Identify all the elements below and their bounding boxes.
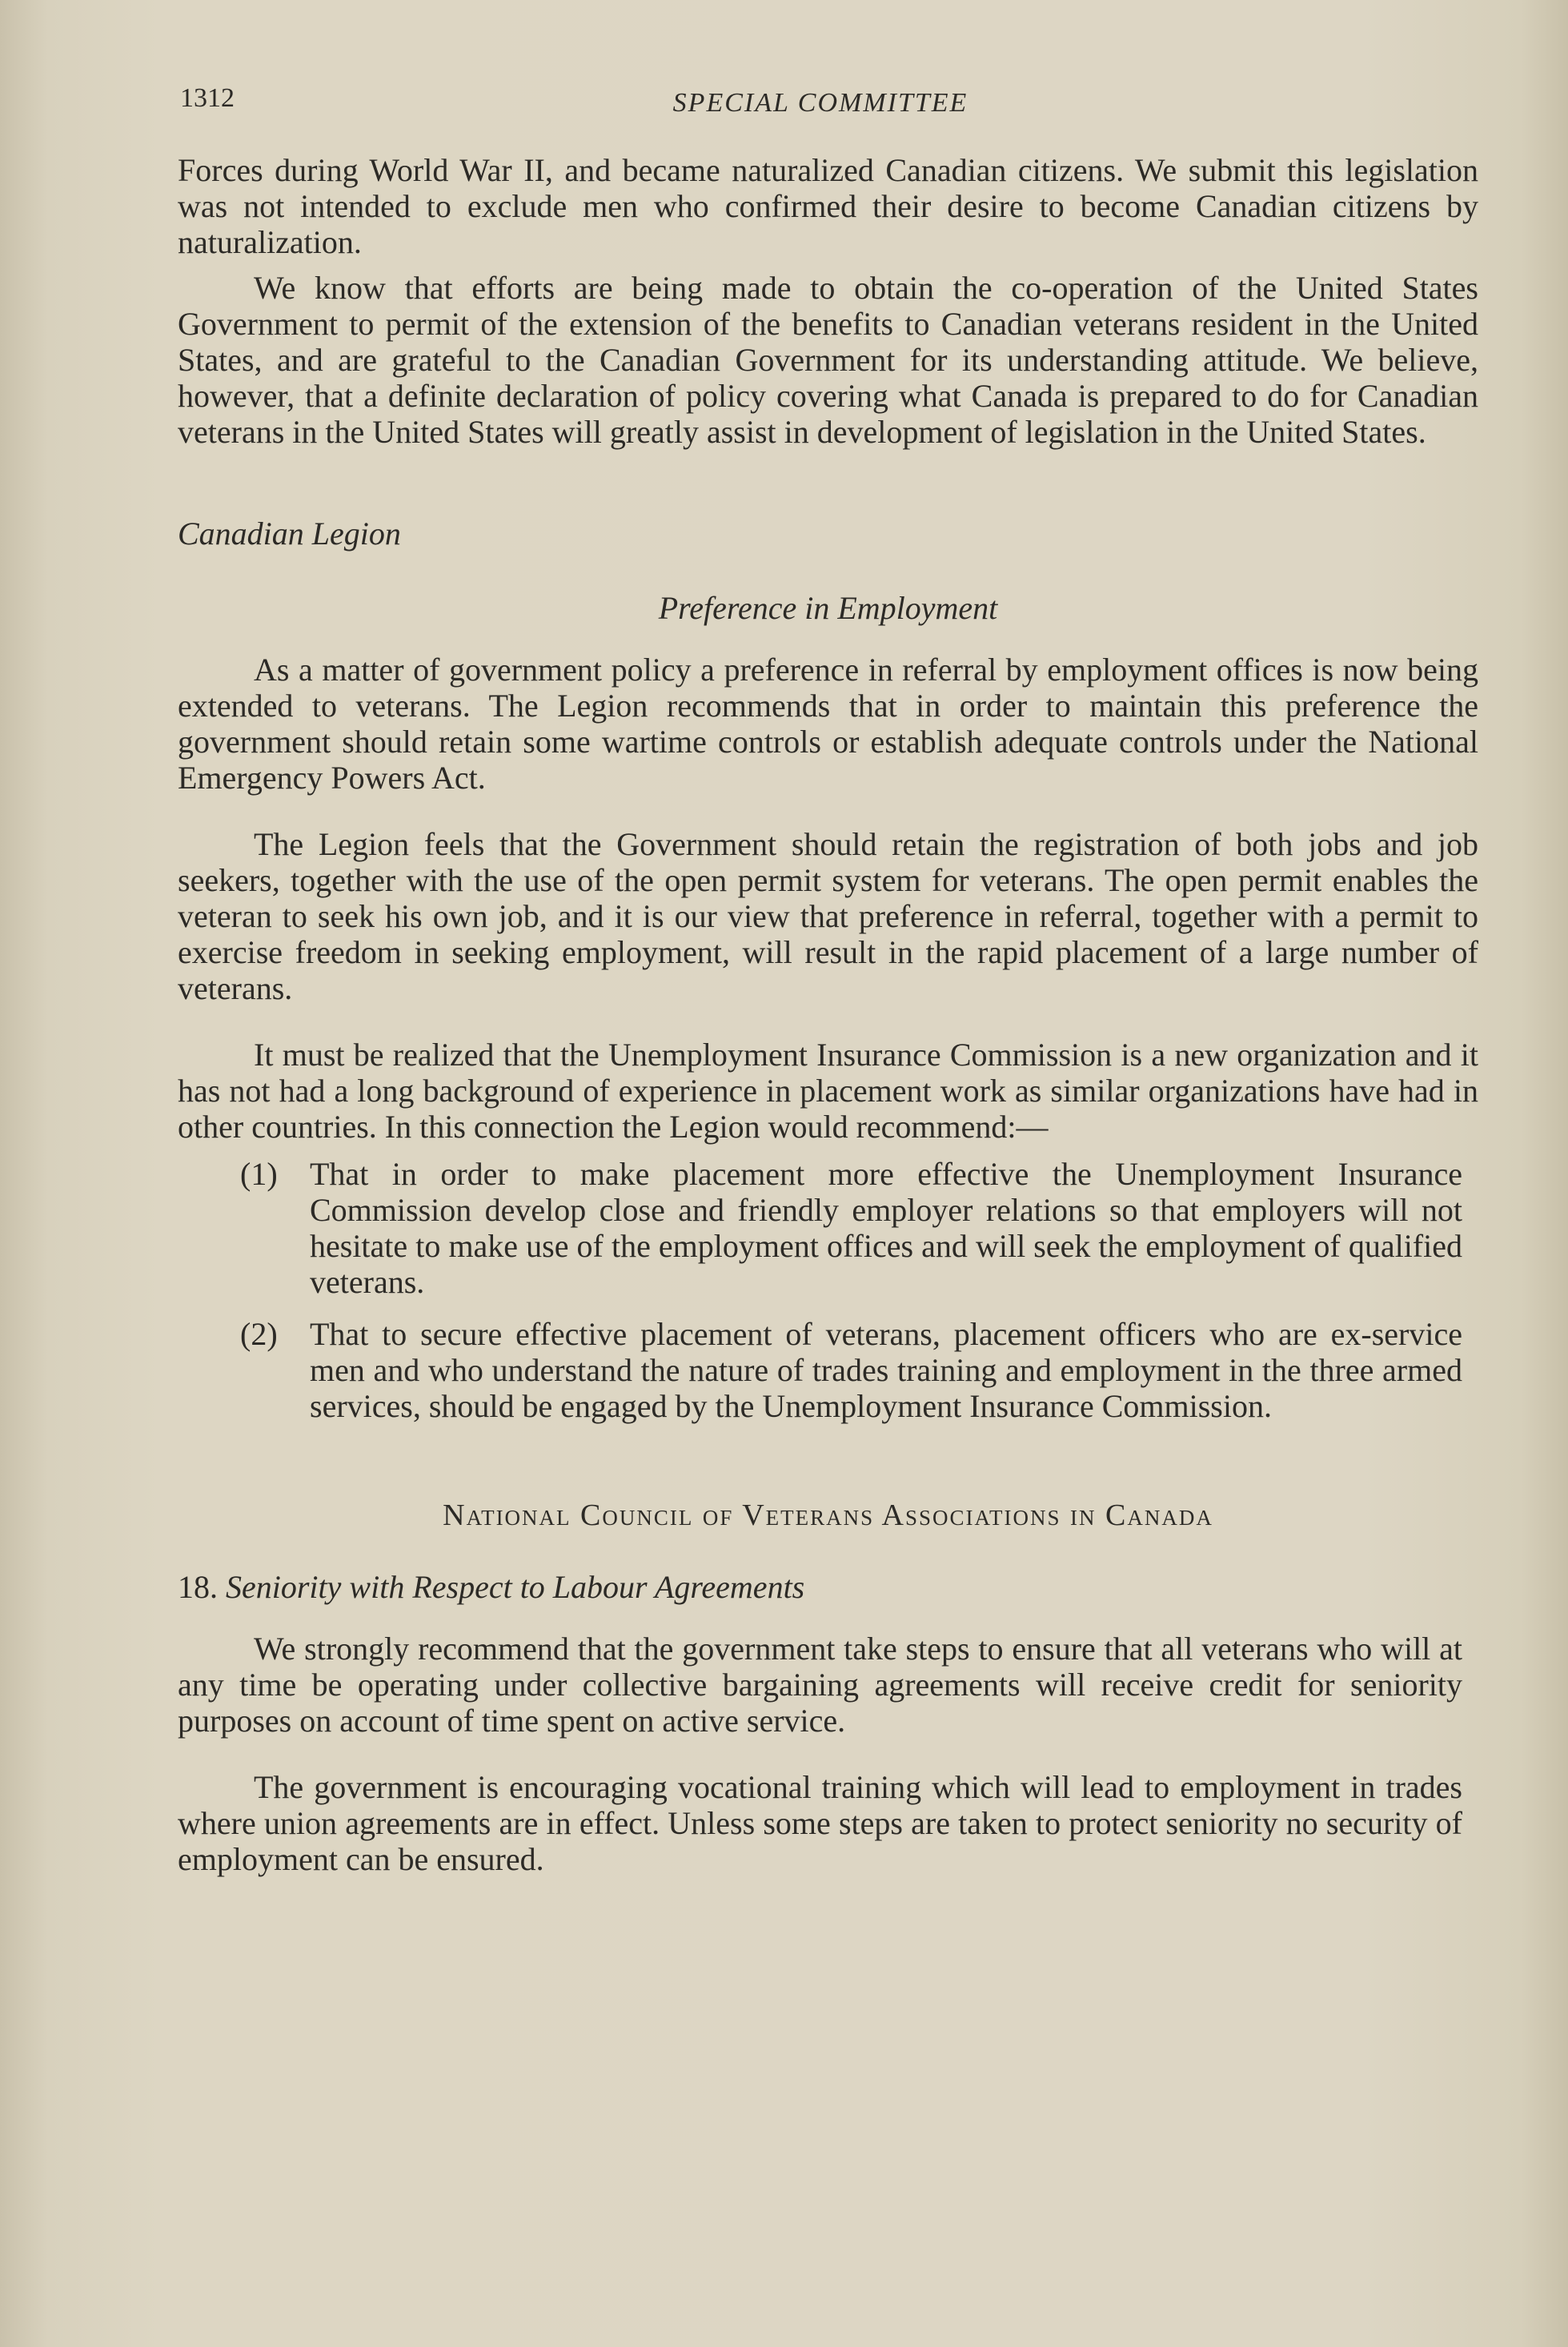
paragraph-5: It must be realized that the Unemployment Insurance Commission is a new organization and it has not had a long background of experience in placement work as similar organizations have had in other countries. In this connection the Legion would recommend:— xyxy=(178,1037,1478,1145)
body-text xyxy=(178,152,1478,1877)
heading-number: 18. xyxy=(178,1569,218,1605)
paragraph-6: We strongly recommend that the government take steps to ensure that all veterans who will at any time be operating under collective bargaining agreements will receive credit for seniority purposes on account of time spent on active service. xyxy=(178,1631,1462,1739)
paragraph-1: Forces during World War II, and became naturalized Canadian citizens. We submit this legislation was not intended to exclude men who confirmed their desire to become Canadian citizens by naturalization. xyxy=(178,152,1478,260)
heading-title: Seniority with Respect to Labour Agreements xyxy=(226,1569,805,1605)
list-item-2 xyxy=(178,1316,1478,1424)
paragraph-4: The Legion feels that the Government should retain the registration of both jobs and job seekers, together with the use of the open permit system for veterans. The open permit enables the veteran to seek his own job, and it is our view that preference in referral, together with a permit to exercise freedom in seeking employment, will result in the rapid placement of a large number of veterans. xyxy=(178,826,1478,1006)
numbered-heading-seniority xyxy=(178,1569,1478,1605)
section-heading-national-council: National Council of Veterans Associations in Canada xyxy=(443,1498,1213,1532)
paragraph-2: We know that efforts are being made to obtain the co-operation of the United States Government to permit of the extension of the benefits to Canadian veterans resident in the United States, and are grateful to the Canadian Government for its understanding attitude. We believe, however, that a definite declaration of policy covering what Canada is prepared to do for Canadian veterans in the United States will greatly assist in development of legislation in the United States. xyxy=(178,270,1478,450)
paragraph-7: The government is encouraging vocational training which will lead to employment in trades where union agreements are in effect. Unless some steps are taken to protect seniority no security of employment can be ensured. xyxy=(178,1769,1462,1877)
list-item-text: That to secure effective placement of veterans, placement officers who are ex-service men and who understand the nature of trades training and employment in the three armed services, should be engaged by the Unemployment Insurance Commission. xyxy=(310,1316,1462,1424)
page-number: 1312 xyxy=(180,83,235,113)
list-item-number: (1) xyxy=(240,1156,278,1192)
list-item-1 xyxy=(178,1156,1478,1300)
running-head: SPECIAL COMMITTEE xyxy=(672,88,968,118)
paragraph-3: As a matter of government policy a preference in referral by employment offices is now being extended to veterans. The Legion recommends that in order to maintain this preference the government should retain some wartime controls or establish adequate controls under the National Emergency Powers Act. xyxy=(178,652,1478,796)
section-heading-canadian-legion: Canadian Legion xyxy=(178,516,401,552)
list-item-number: (2) xyxy=(240,1316,278,1352)
page-header xyxy=(180,83,1461,131)
subheading-preference-in-employment: Preference in Employment xyxy=(658,590,998,626)
list-item-text: That in order to make placement more effective the Unemployment Insurance Commission develop close and friendly employer relations so that employers will not hesitate to make use of the employment offices and will seek the employment of qualified veterans. xyxy=(310,1156,1462,1300)
